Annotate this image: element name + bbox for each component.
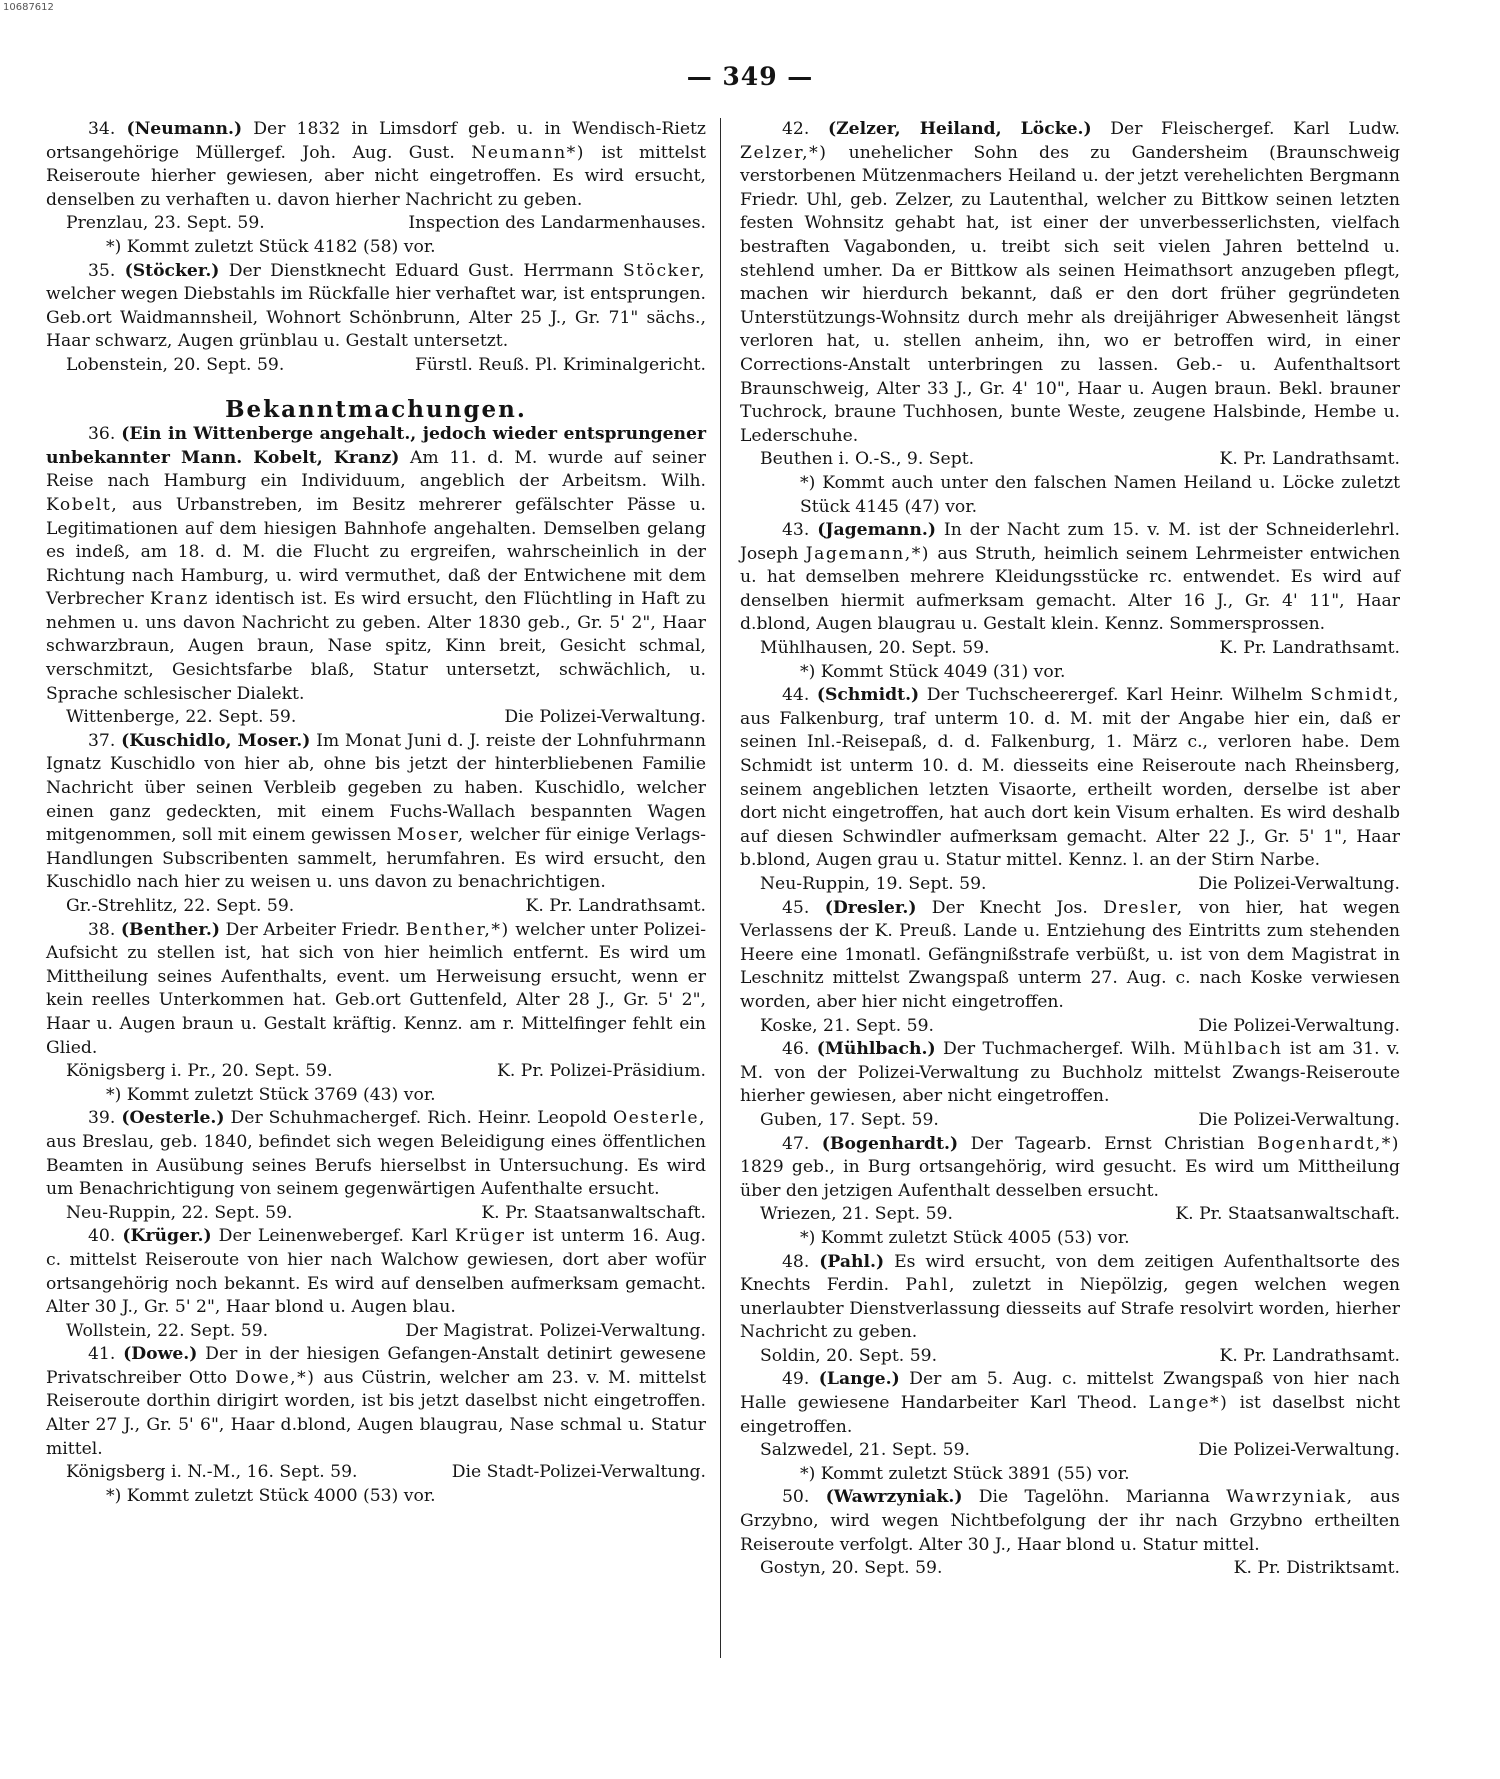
footnote: *) Kommt Stück 4049 (31) vor.: [800, 661, 1066, 682]
notice-number: 34.: [88, 119, 116, 139]
notice-name: (Zelzer, Heiland, Löcke.): [827, 119, 1092, 139]
notice-signature: [46, 1461, 706, 1485]
page-number: — 349 —: [686, 62, 814, 91]
notice-35: [46, 260, 706, 354]
notice-text: zuletzt in Niepölzig, gegen welchen wegen unerlaubter Dienstverlassung diesseits auf Strafe resolvirt worden, hierher Nachricht zu geben.: [740, 1275, 1400, 1343]
notice-34: [46, 118, 706, 212]
footnote: *) Kommt zuletzt Stück 3769 (43) vor.: [106, 1084, 436, 1105]
notice-signature: [46, 1202, 706, 1226]
notice-text: identisch ist. Es wird ersucht, den Flüchtling in Haft zu nehmen u. uns davon Nachricht zu geben. Alter 1830 geb., Gr. 5' 2", Haar schwarzbraun, Augen braun, Nase spitz, Kinn breit, Gesicht schmal, verschmitzt, Gesichtsfarbe blaß, Statur untersetzt, schwächlich, u. Sprache schlesischer Dialekt.: [46, 589, 707, 704]
notice-number: 49.: [782, 1369, 810, 1390]
notice-text: Der Schuhmachergef. Rich. Heinr. Leopold: [230, 1108, 608, 1129]
notice-name: (Wawrzyniak.): [825, 1487, 963, 1508]
notice-signature: [46, 212, 706, 236]
notice-signature: [46, 895, 706, 919]
notice-48: [740, 1251, 1400, 1345]
section-heading: Bekanntmachungen.: [225, 395, 527, 423]
place-date: Wollstein, 22. Sept. 59.: [66, 1320, 269, 1341]
notice-number: 37.: [88, 730, 116, 751]
notice-number: 35.: [88, 260, 116, 281]
notice-number: 39.: [88, 1108, 116, 1129]
notice-name: (Dowe.): [123, 1344, 198, 1365]
notice-number: 47.: [782, 1133, 810, 1154]
place-date: Koske, 21. Sept. 59.: [760, 1015, 934, 1036]
notice-text: Der Fleischergef. Karl Ludw.: [1110, 119, 1401, 139]
notice-number: 43.: [782, 520, 810, 541]
place-date: Gr.-Strehlitz, 22. Sept. 59.: [66, 896, 295, 916]
place-date: Salzwedel, 21. Sept. 59.: [760, 1440, 970, 1461]
notice-text: Der Tagearb. Ernst Christian: [970, 1133, 1245, 1154]
notice-name: (Mühlbach.): [816, 1039, 936, 1060]
issuing-authority: Die Polizei-Verwaltung.: [1198, 1109, 1400, 1130]
notice-text: aus Urbanstreben, im Besitz mehrerer gefälschter Pässe u. Legitimationen auf dem hiesigen Bahnhofe angehalten. Demselben gelang es indeß, am 18. d. M. die Flucht zu ergreifen, wahrscheinlich in der Richtung nach Hamburg, u. wird vermuthet, daß der Entwichene mit dem Verbrecher: [46, 494, 706, 610]
notice-name: (Lange.): [818, 1369, 900, 1390]
notice-text: von hier, hat wegen Verlassens der K. Preuß. Lande u. Entziehung des Eintritts zum stehenden Heere eine 1monatl. Gefängnißstrafe verbüßt, u. ist von dem Magistrat in Leschnitz mittelst Zwangspaß unterm 27. Aug. c. nach Koske verwiesen worden, aber hier nicht eingetroffen.: [740, 897, 1400, 1012]
notice-text: aus Cüstrin, welcher am 23. v. M. mittelst Reiseroute dorthin dirigirt worden, ist bis jetzt daselbst nicht eingetroffen. Alter 27 J., Gr. 5' 6", Haar d.blond, Augen blaugrau, Nase schmal u. Statur mittel.: [46, 1367, 706, 1459]
notice-50: [740, 1486, 1400, 1557]
issuing-authority: K. Pr. Staatsanwaltschaft.: [481, 1202, 706, 1223]
notice-signature: [46, 1060, 706, 1084]
place-date: Guben, 17. Sept. 59.: [760, 1109, 939, 1130]
notice-text: aus Grzybno, wird wegen Nichtbefolgung der ihr nach Grzybno ertheilten Reiseroute verfolgt. Alter 30 J., Haar blond u. Statur mittel.: [740, 1487, 1400, 1555]
notice-name: (Ein in Wittenberge angehalt., jedoch wieder entsprungener unbekannter Mann. Kobelt, Kranz): [46, 424, 707, 468]
notice-number: 40.: [88, 1226, 116, 1247]
notice-text: Es wird ersucht, von dem zeitigen Aufenthaltsorte des Knechts Ferdin.: [740, 1251, 1400, 1296]
notice-number: 41.: [88, 1344, 116, 1365]
notice-text: Der Knecht Jos.: [931, 897, 1088, 918]
notice-number: 38.: [88, 919, 116, 940]
notice-name: (Bogenhardt.): [821, 1133, 959, 1154]
person-name: Krüger: [454, 1226, 526, 1247]
notice-signature: [46, 706, 706, 730]
notice-40: [46, 1225, 706, 1319]
notice-name: (Pahl.): [819, 1251, 885, 1272]
person-name: Mühlbach: [1183, 1039, 1283, 1060]
notice-text: In der Nacht zum 15. v. M. ist der Schneiderlehrl. Joseph: [740, 520, 1401, 564]
notice-signature: [740, 1015, 1400, 1039]
issuing-authority: K. Pr. Distriktsamt.: [1233, 1558, 1400, 1579]
place-date: Wittenberge, 22. Sept. 59.: [66, 707, 297, 728]
notice-name: (Jagemann.): [817, 520, 937, 541]
person-name: Wawrzyniak,: [1226, 1487, 1354, 1508]
notice-text: ist mittelst Reiseroute hierher gewiesen, aber nicht eingetroffen. Es wird ersucht, denselben zu verhaften u. davon hierher Nachricht zu geben.: [46, 142, 707, 210]
notice-name: (Oesterle.): [121, 1108, 225, 1129]
notice-text: aus Struth, heimlich seinem Lehrmeister entwichen u. hat demselben mehrere Kleidungsstücke rc. entwendet. Es wird auf denselben hiermit aufmerksam gemacht. Alter 16 J., Gr. 4' 11", Haar d.blond, Augen blaugrau u. Gestalt klein. Kennz. Sommersprossen.: [740, 543, 1401, 635]
notice-49: [740, 1368, 1400, 1439]
notice-name: (Benther.): [120, 919, 220, 940]
notice-text: Der am 5. Aug. c. mittelst Zwangspaß von hier nach Halle gewiesene Handarbeiter Karl Theod.: [740, 1369, 1400, 1414]
place-date: Königsberg i. Pr., 20. Sept. 59.: [66, 1061, 333, 1082]
footnote: *) Kommt zuletzt Stück 4000 (53) vor.: [106, 1485, 436, 1506]
notice-39: [46, 1107, 706, 1201]
person-name: Kranz: [149, 589, 209, 610]
place-date: Gostyn, 20. Sept. 59.: [760, 1558, 943, 1579]
notice-38: [46, 919, 706, 1061]
notice-signature: [46, 1320, 706, 1344]
issuing-authority: K. Pr. Polizei-Präsidium.: [496, 1061, 706, 1082]
notice-name: (Schmidt.): [816, 685, 920, 706]
footnote: *) Kommt zuletzt Stück 3891 (55) vor.: [800, 1463, 1130, 1484]
place-date: Wriezen, 21. Sept. 59.: [760, 1204, 953, 1225]
notice-name: (Krüger.): [122, 1226, 212, 1247]
notice-number: 42.: [782, 119, 810, 139]
notice-37: [46, 730, 706, 895]
notice-signature: [740, 1109, 1400, 1133]
issuing-authority: K. Pr. Landrathsamt.: [525, 896, 706, 916]
notice-number: 44.: [782, 685, 810, 706]
footnote: *) Kommt zuletzt Stück 4005 (53) vor.: [800, 1227, 1130, 1248]
notice-name: (Dresler.): [824, 897, 917, 918]
notice-signature: [740, 1345, 1400, 1369]
issuing-authority: Die Polizei-Verwaltung.: [1198, 1440, 1400, 1461]
person-name: Schmidt,: [1310, 685, 1401, 706]
issuing-authority: K. Pr. Staatsanwaltschaft.: [1175, 1204, 1400, 1225]
notice-text: ist daselbst nicht eingetroffen.: [740, 1393, 1401, 1437]
notice-text: Am 11. d. M. wurde auf seiner Reise nach Hamburg ein Individuum, angeblich der Arbeitsm. Wilh.: [46, 447, 707, 492]
person-name: Oesterle,: [613, 1108, 707, 1129]
notice-name: (Neumann.): [126, 119, 243, 139]
notice-number: 36.: [88, 424, 116, 445]
notice-signature: [740, 448, 1400, 472]
scan-id-label: 10687612: [3, 2, 54, 13]
notice-43: [740, 519, 1400, 637]
notice-signature: [740, 1557, 1400, 1581]
notice-number: 48.: [782, 1251, 810, 1272]
notice-text: Der Tuchmachergef. Wilh.: [942, 1039, 1176, 1060]
notice-signature: [740, 1439, 1400, 1463]
notice-signature: [740, 1203, 1400, 1227]
place-date: Beuthen i. O.-S., 9. Sept.: [760, 449, 975, 470]
notice-text: Der in der hiesigen Gefangen-Anstalt detinirt gewesene Privatschreiber Otto: [46, 1344, 706, 1388]
issuing-authority: Die Polizei-Verwaltung.: [1198, 1015, 1400, 1036]
notice-text: Der Arbeiter Friedr.: [225, 919, 401, 940]
notice-signature: [740, 873, 1400, 897]
notice-text: Der 1832 in Limsdorf geb. u. in Wendisch-Rietz ortsangehörige Müllergef. Joh. Aug. Gust.: [46, 119, 706, 163]
person-name: Lange*): [1148, 1393, 1229, 1414]
notice-41: [46, 1343, 706, 1461]
place-date: Königsberg i. N.-M., 16. Sept. 59.: [66, 1462, 358, 1483]
person-name: Stöcker,: [622, 260, 706, 281]
person-name: Pahl,: [905, 1275, 956, 1296]
person-name: Kobelt,: [46, 494, 119, 515]
notice-45: [740, 897, 1400, 1015]
person-name: Neumann*): [471, 142, 585, 163]
place-date: Soldin, 20. Sept. 59.: [760, 1345, 938, 1366]
left-column: [46, 118, 706, 1508]
notice-text: aus Breslau, geb. 1840, befindet sich wegen Beleidigung eines öffentlichen Beamten in Ausübung seines Berufs hierselbst in Untersuchung. Es wird um Benachrichtigung von seinem gegenwärtigen Aufenthalte ersucht.: [46, 1131, 706, 1200]
notice-47: [740, 1133, 1400, 1204]
place-date: Neu-Ruppin, 22. Sept. 59.: [66, 1202, 293, 1223]
person-name: Zelzer,*): [740, 142, 828, 163]
column-divider: [720, 118, 721, 1658]
notice-text: welcher für einige Verlags-Handlungen Subscribenten sammelt, herumfahren. Es wird ersucht, den Kuschidlo nach hier zu weisen u. uns davon zu benachrichtigen.: [46, 825, 706, 893]
person-name: Dresler,: [1103, 897, 1184, 918]
footnote: *) Kommt zuletzt Stück 4182 (58) vor.: [106, 236, 436, 257]
notice-number: 50.: [782, 1487, 810, 1508]
issuing-authority: Die Polizei-Verwaltung.: [504, 707, 706, 728]
notice-signature: [46, 354, 706, 378]
person-name: Benther,*): [405, 919, 510, 940]
notice-46: [740, 1038, 1400, 1109]
person-name: Dowe,*): [235, 1367, 316, 1388]
notice-text: welcher unter Polizei-Aufsicht zu stellen ist, hat sich von hier heimlich entfernt. Es wird um Mittheilung seines Aufenthalts, event. um Herweisung ersucht, wenn er kein reelles Unterkommen hat. Geb.ort Guttenfeld, Alter 28 J., Gr. 5' 2", Haar u. Augen braun u. Gestalt kräftig. Kennz. am r. Mittelfinger fehlt ein Glied.: [46, 919, 706, 1058]
footnote: *) Kommt auch unter den falschen Namen Heiland u. Löcke zuletzt Stück 4145 (47) vor.: [800, 472, 1400, 517]
notice-signature: [740, 637, 1400, 661]
notice-text: Der Leinenwebergef. Karl: [218, 1226, 448, 1247]
place-date: Lobenstein, 20. Sept. 59.: [66, 354, 285, 375]
notice-36: [46, 423, 706, 706]
notice-text: ist am 31. v. M. von der Polizei-Verwaltung zu Buchholz mittelst Zwangs-Reiseroute hierher gewiesen, aber nicht eingetroffen.: [740, 1039, 1401, 1107]
notice-text: Im Monat Juni d. J. reiste der Lohnfuhrmann Ignatz Kuschidlo von hier ab, ohne bis jetzt der hinterbliebenen Familie Nachricht über seinen Verbleib gegeben zu haben. Kuschidlo, welcher einen ganz gedeckten, mit einem Fuchs-Wallach bespannten Wagen mitgenommen, soll mit einem gewissen: [46, 730, 706, 846]
notice-42: [740, 118, 1400, 448]
issuing-authority: Die Stadt-Polizei-Verwaltung.: [451, 1462, 706, 1483]
notice-text: Der Dienstknecht Eduard Gust. Herrmann: [228, 260, 614, 281]
issuing-authority: K. Pr. Landrathsamt.: [1219, 638, 1400, 659]
notice-name: (Stöcker.): [124, 260, 220, 281]
notice-text: unehelicher Sohn des zu Gandersheim (Braunschweig verstorbenen Mützenmachers Heiland u. der jetzt verehelichten Bergmann Friedr. Uhl, geb. Zelzer, zu Lautenthal, welcher zu Bittkow seinen letzten festen Wohnsitz gehabt hat, ist einer der unverbesserlichsten, vielfach bestraften Vagabonden, u. treibt sich seit vielen Jahren bettelnd u. stehlend umher. Da er Bittkow als seinen Heimathsort anzugeben pflegt, machen wir hierdurch bekannt, daß er den dort früher gegründeten Unterstützungs-Wohnsitz durch mehr als dreijähriger Abwesenheit längst verloren hat, u. stellen anheim, ihn, wo er betroffen wird, in einer Corrections-Anstalt unterbringen zu lassen. Geb.- u. Aufenthaltsort Braunschweig, Alter 33 J., Gr. 4' 10", Haar u. Augen braun. Bekl. brauner Tuchrock, braune Tuchhosen, bunte Weste, zeugene Halsbinde, Hembe u. Lederschuhe.: [740, 142, 1400, 446]
person-name: Bogenhardt,*): [1257, 1133, 1400, 1154]
notice-text: Der Tuchscheerergef. Karl Heinr. Wilhelm: [926, 685, 1303, 706]
notice-text: welcher wegen Diebstahls im Rückfalle hier verhaftet war, ist entsprungen. Geb.ort Waidmannsheil, Wohnort Schönbrunn, Alter 25 J., Gr. 71" sächs., Haar schwarz, Augen grünblau u. Gestalt untersetzt.: [46, 284, 706, 352]
notice-number: 46.: [782, 1039, 810, 1060]
issuing-authority: Inspection des Landarmenhauses.: [408, 213, 706, 234]
place-date: Prenzlau, 23. Sept. 59.: [66, 213, 265, 234]
issuing-authority: K. Pr. Landrathsamt.: [1219, 449, 1400, 470]
issuing-authority: K. Pr. Landrathsamt.: [1219, 1345, 1400, 1366]
place-date: Mühlhausen, 20. Sept. 59.: [760, 638, 990, 659]
notice-text: 1829 geb., in Burg ortsangehörig, wird gesucht. Es wird um Mittheilung über den jetzigen Aufenthalt desselben ersucht.: [740, 1157, 1400, 1201]
issuing-authority: Die Polizei-Verwaltung.: [1198, 874, 1400, 894]
right-column: [740, 118, 1400, 1581]
person-name: Jagemann,*): [805, 543, 930, 564]
notice-44: [740, 684, 1400, 873]
notice-number: 45.: [782, 897, 810, 918]
notice-name: (Kuschidlo, Moser.): [121, 730, 311, 751]
notice-text: ist unterm 16. Aug. c. mittelst Reiseroute von hier nach Walchow gewiesen, dort aber wofür ortsangehörig noch bekannt. Es wird auf denselben aufmerksam gemacht. Alter 30 J., Gr. 5' 2", Haar blond u. Augen blau.: [46, 1226, 706, 1318]
place-date: Neu-Ruppin, 19. Sept. 59.: [760, 874, 987, 894]
notice-text: Die Tagelöhn. Marianna: [978, 1487, 1210, 1508]
issuing-authority: Fürstl. Reuß. Pl. Kriminalgericht.: [414, 354, 706, 375]
person-name: Moser,: [396, 825, 465, 846]
notice-text: aus Falkenburg, traf unterm 10. d. M. mit der Angabe hier ein, daß er seinen Inl.-Reisepaß, d. d. Falkenburg, 1. März c., verloren habe. Dem Schmidt ist unterm 10. d. M. diesseits eine Reiseroute nach Rheinsberg, seinem angeblichen letzten Visaorte, ertheilt worden, derselbe ist aber dort nicht eingetroffen, hat auch dort kein Visum erhalten. Es wird deshalb auf diesen Schwindler aufmerksam gemacht. Alter 22 J., Gr. 5' 1", Haar b.blond, Augen grau u. Statur mittel. Kennz. l. an der Stirn Narbe.: [740, 708, 1400, 871]
issuing-authority: Der Magistrat. Polizei-Verwaltung.: [405, 1320, 706, 1341]
